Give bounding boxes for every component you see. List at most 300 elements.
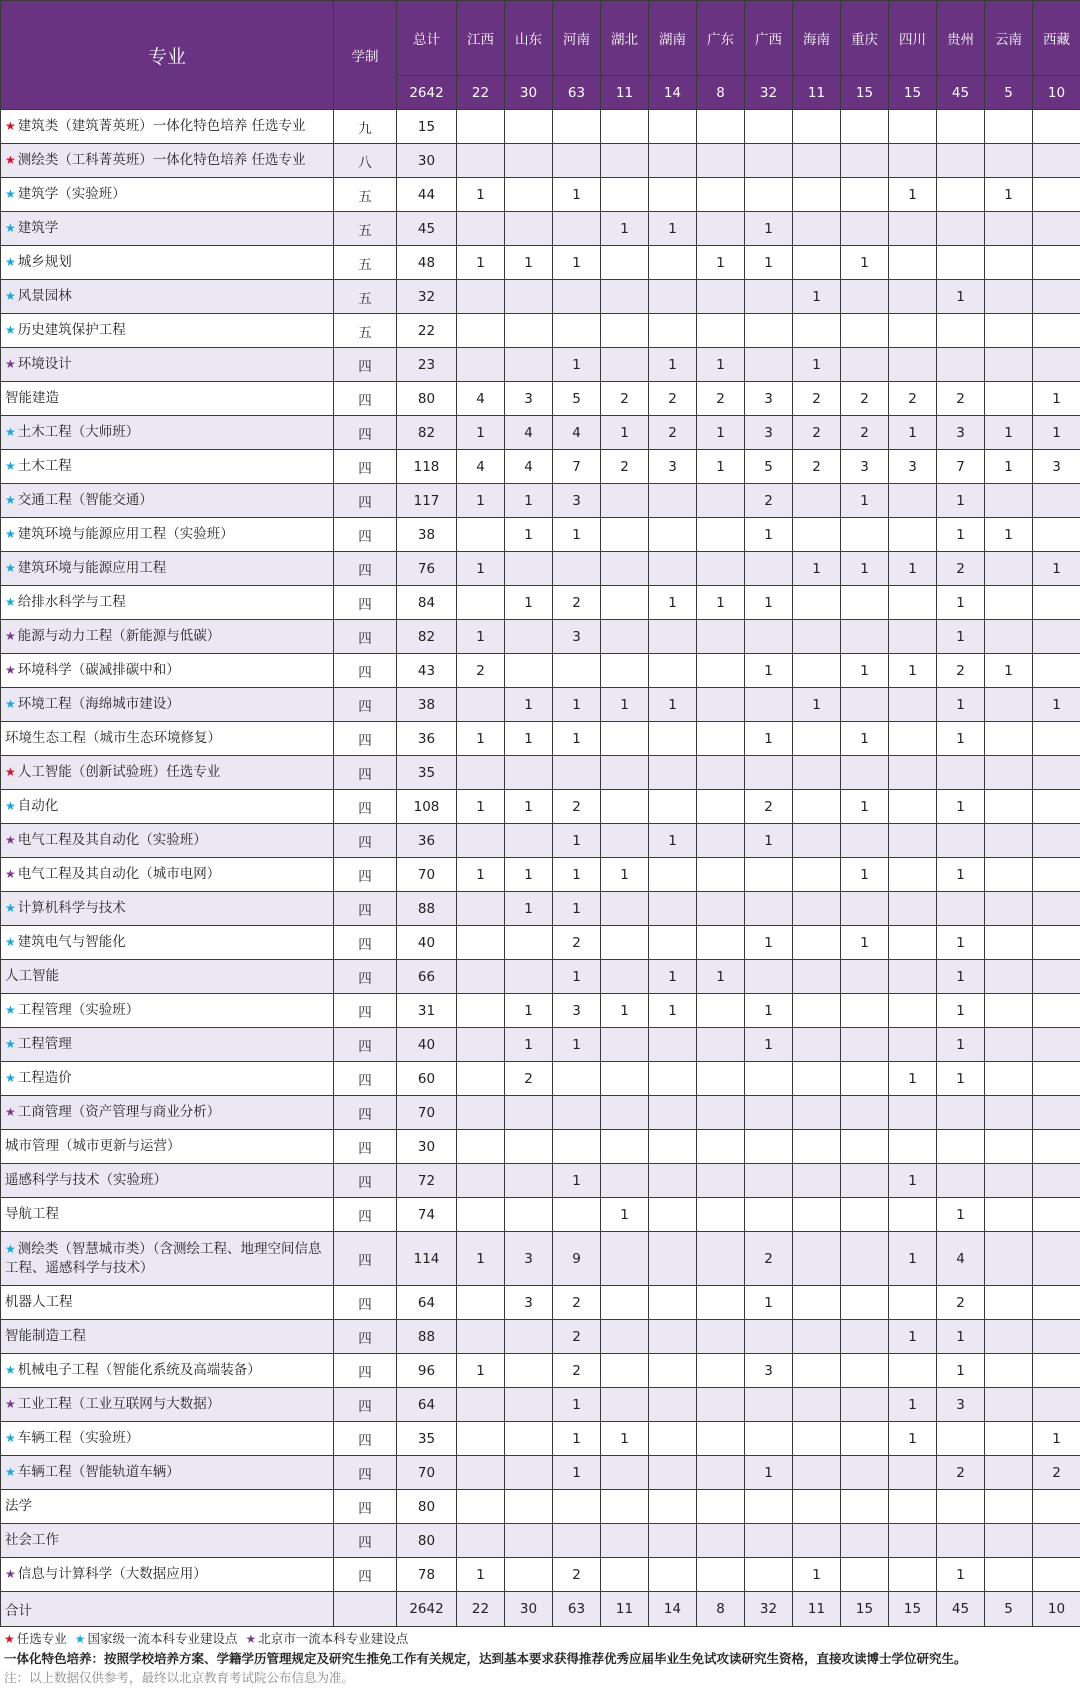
quota-cell: 1 <box>649 994 697 1028</box>
quota-cell <box>1033 314 1080 348</box>
quota-cell: 2 <box>745 1232 793 1286</box>
quota-cell <box>649 620 697 654</box>
quota-cell: 2 <box>553 1354 601 1388</box>
notes-section <box>0 1627 1080 1689</box>
purple-star-icon: ★ <box>245 1632 257 1646</box>
quota-cell <box>505 212 553 246</box>
quota-cell <box>793 1320 841 1354</box>
quota-cell: 3 <box>553 994 601 1028</box>
quota-cell <box>649 756 697 790</box>
major-name: 智能建造 <box>5 390 59 406</box>
quota-cell <box>457 824 505 858</box>
quota-cell: 1 <box>649 586 697 620</box>
major-name: 自动化 <box>17 798 59 814</box>
quota-cell: 1 <box>601 416 649 450</box>
quota-cell <box>649 1130 697 1164</box>
quota-cell <box>889 790 937 824</box>
quota-cell: 1 <box>457 1232 505 1286</box>
total-cell: 22 <box>397 314 457 348</box>
total-cell: 88 <box>397 892 457 926</box>
quota-cell <box>841 1164 889 1198</box>
quota-cell <box>745 314 793 348</box>
quota-cell <box>745 1096 793 1130</box>
quota-cell <box>745 1422 793 1456</box>
quota-cell <box>1033 1028 1080 1062</box>
quota-cell: 3 <box>649 450 697 484</box>
quota-cell <box>505 144 553 178</box>
total-cell: 64 <box>397 1388 457 1422</box>
total-cell: 30 <box>397 144 457 178</box>
quota-cell <box>985 994 1033 1028</box>
major-name: 智能制造工程 <box>5 1328 86 1344</box>
quota-cell: 1 <box>745 586 793 620</box>
quota-cell <box>457 1164 505 1198</box>
quota-cell <box>1033 858 1080 892</box>
quota-cell <box>553 1198 601 1232</box>
quota-cell: 1 <box>553 246 601 280</box>
quota-cell <box>889 756 937 790</box>
quota-cell <box>649 110 697 144</box>
years-cell: 四 <box>334 1096 397 1130</box>
quota-cell <box>745 348 793 382</box>
quota-cell <box>985 1130 1033 1164</box>
quota-cell <box>457 144 505 178</box>
quota-cell <box>697 1286 745 1320</box>
quota-cell <box>505 1456 553 1490</box>
quota-cell: 2 <box>697 382 745 416</box>
quota-cell <box>697 518 745 552</box>
years-cell: 八 <box>334 144 397 178</box>
quota-cell <box>457 314 505 348</box>
quota-cell <box>889 144 937 178</box>
major-name: 电气工程及其自动化（城市电网） <box>17 866 221 882</box>
quota-cell <box>601 1354 649 1388</box>
quota-cell <box>985 1286 1033 1320</box>
quota-cell: 1 <box>553 1164 601 1198</box>
years-cell: 四 <box>334 1164 397 1198</box>
total-cell: 38 <box>397 518 457 552</box>
years-cell: 四 <box>334 416 397 450</box>
quota-cell: 1 <box>601 1198 649 1232</box>
quota-cell: 1 <box>745 654 793 688</box>
years-cell: 五 <box>334 178 397 212</box>
table-row <box>1 994 1080 1028</box>
quota-cell <box>649 1354 697 1388</box>
quota-cell <box>985 1198 1033 1232</box>
quota-cell: 1 <box>457 416 505 450</box>
quota-cell <box>793 892 841 926</box>
total-cell: 40 <box>397 1028 457 1062</box>
total-cell: 60 <box>397 1062 457 1096</box>
quota-cell <box>985 1232 1033 1286</box>
quota-cell: 1 <box>601 994 649 1028</box>
major-name: 城乡规划 <box>17 254 72 270</box>
table-row <box>1 586 1080 620</box>
quota-cell: 1 <box>937 1354 985 1388</box>
quota-cell <box>457 1456 505 1490</box>
quota-cell <box>889 1558 937 1592</box>
quota-cell <box>553 314 601 348</box>
quota-cell <box>601 586 649 620</box>
quota-cell <box>649 280 697 314</box>
major-name-cell <box>1 484 334 518</box>
header-province-total: 10 <box>1033 76 1080 110</box>
quota-cell: 2 <box>649 416 697 450</box>
quota-cell: 2 <box>553 1286 601 1320</box>
quota-cell: 1 <box>457 246 505 280</box>
major-name-cell <box>1 1490 334 1524</box>
table-row <box>1 756 1080 790</box>
quota-cell <box>745 620 793 654</box>
quota-cell <box>601 756 649 790</box>
quota-cell: 2 <box>937 382 985 416</box>
quota-cell <box>601 722 649 756</box>
years-cell: 四 <box>334 654 397 688</box>
quota-cell <box>745 892 793 926</box>
table-row <box>1 1198 1080 1232</box>
quota-cell <box>889 722 937 756</box>
quota-cell <box>745 144 793 178</box>
quota-cell: 2 <box>553 586 601 620</box>
major-name: 环境设计 <box>17 356 72 372</box>
quota-cell <box>1033 994 1080 1028</box>
quota-cell: 2 <box>553 1320 601 1354</box>
quota-cell <box>937 144 985 178</box>
quota-cell <box>793 1164 841 1198</box>
total-cell: 48 <box>397 246 457 280</box>
quota-cell <box>601 1388 649 1422</box>
quota-cell: 1 <box>793 1558 841 1592</box>
major-name: 建筑学 <box>17 220 59 236</box>
quota-cell: 1 <box>937 1062 985 1096</box>
quota-cell <box>889 858 937 892</box>
major-name-cell <box>1 586 334 620</box>
footer-grand-total: 2642 <box>397 1592 457 1627</box>
quota-cell <box>889 348 937 382</box>
footer-total-label: 合计 <box>1 1592 334 1627</box>
quota-cell <box>793 858 841 892</box>
table-row <box>1 110 1080 144</box>
quota-cell <box>937 892 985 926</box>
total-cell: 80 <box>397 382 457 416</box>
blue-star-icon: ★ <box>5 187 16 201</box>
quota-cell <box>841 314 889 348</box>
major-name-cell <box>1 110 334 144</box>
major-name-cell <box>1 1096 334 1130</box>
province-header-hunan: 湖南 <box>649 1 697 76</box>
quota-cell <box>697 926 745 960</box>
quota-cell <box>601 1096 649 1130</box>
quota-cell <box>889 246 937 280</box>
quota-cell: 1 <box>745 1456 793 1490</box>
major-name: 建筑类（建筑菁英班）一体化特色培养 任选专业 <box>17 118 306 134</box>
quota-cell <box>649 1422 697 1456</box>
quota-cell: 3 <box>505 382 553 416</box>
major-name-cell <box>1 858 334 892</box>
quota-cell <box>745 1524 793 1558</box>
major-name-cell <box>1 1232 334 1286</box>
quota-cell <box>985 348 1033 382</box>
quota-cell <box>1033 620 1080 654</box>
quota-cell <box>601 892 649 926</box>
quota-cell: 1 <box>889 1388 937 1422</box>
quota-cell: 2 <box>937 1286 985 1320</box>
quota-cell: 1 <box>793 348 841 382</box>
quota-cell <box>649 144 697 178</box>
quota-cell <box>457 1422 505 1456</box>
table-row <box>1 790 1080 824</box>
quota-cell: 1 <box>505 892 553 926</box>
quota-cell <box>505 756 553 790</box>
quota-cell <box>793 1422 841 1456</box>
quota-cell: 1 <box>745 1028 793 1062</box>
quota-cell <box>985 1164 1033 1198</box>
quota-cell <box>1033 892 1080 926</box>
quota-cell <box>793 1490 841 1524</box>
major-name-cell <box>1 1320 334 1354</box>
quota-cell <box>841 1490 889 1524</box>
quota-cell <box>601 110 649 144</box>
quota-cell: 1 <box>745 246 793 280</box>
quota-cell <box>601 1286 649 1320</box>
quota-cell <box>841 1198 889 1232</box>
quota-cell: 4 <box>553 416 601 450</box>
years-cell: 四 <box>334 450 397 484</box>
blue-star-icon: ★ <box>5 323 16 337</box>
province-header-hainan: 海南 <box>793 1 841 76</box>
quota-cell: 2 <box>553 1558 601 1592</box>
quota-cell <box>937 178 985 212</box>
header-province-total: 15 <box>841 76 889 110</box>
quota-cell <box>745 688 793 722</box>
years-cell: 四 <box>334 756 397 790</box>
quota-cell <box>649 552 697 586</box>
quota-cell <box>649 1232 697 1286</box>
table-row <box>1 1422 1080 1456</box>
quota-cell <box>985 1096 1033 1130</box>
quota-cell <box>601 280 649 314</box>
quota-cell: 1 <box>937 586 985 620</box>
quota-cell <box>1033 246 1080 280</box>
quota-cell <box>1033 586 1080 620</box>
total-cell: 70 <box>397 858 457 892</box>
header-province-total: 15 <box>889 76 937 110</box>
quota-cell <box>553 1130 601 1164</box>
blue-star-icon: ★ <box>5 901 16 915</box>
table-row <box>1 212 1080 246</box>
major-name-cell <box>1 144 334 178</box>
quota-cell: 1 <box>601 858 649 892</box>
quota-cell <box>601 1028 649 1062</box>
quota-cell <box>937 1130 985 1164</box>
quota-cell: 3 <box>505 1232 553 1286</box>
quota-cell <box>457 1524 505 1558</box>
quota-cell: 1 <box>745 926 793 960</box>
quota-cell <box>841 1320 889 1354</box>
quota-cell <box>985 1422 1033 1456</box>
major-name: 给排水科学与工程 <box>17 594 126 610</box>
footer-province-total: 63 <box>553 1592 601 1627</box>
quota-cell <box>889 1490 937 1524</box>
quota-cell <box>457 1096 505 1130</box>
quota-cell <box>697 552 745 586</box>
quota-cell <box>697 1490 745 1524</box>
table-row <box>1 926 1080 960</box>
quota-cell <box>697 1096 745 1130</box>
quota-cell <box>649 926 697 960</box>
quota-cell: 1 <box>649 212 697 246</box>
quota-cell <box>697 1456 745 1490</box>
quota-cell <box>457 586 505 620</box>
footer-province-total: 5 <box>985 1592 1033 1627</box>
footer-years-cell <box>334 1592 397 1627</box>
major-name-cell <box>1 348 334 382</box>
quota-cell <box>505 654 553 688</box>
years-cell: 四 <box>334 1130 397 1164</box>
quota-cell <box>649 1388 697 1422</box>
quota-cell <box>745 280 793 314</box>
quota-cell <box>889 1524 937 1558</box>
footer-province-total: 30 <box>505 1592 553 1627</box>
quota-cell <box>505 348 553 382</box>
quota-cell <box>505 1354 553 1388</box>
total-cell: 88 <box>397 1320 457 1354</box>
quota-cell: 1 <box>505 1028 553 1062</box>
table-header <box>1 1 1080 110</box>
quota-cell: 2 <box>457 654 505 688</box>
major-name: 法学 <box>5 1498 32 1514</box>
quota-cell <box>937 314 985 348</box>
table-row <box>1 348 1080 382</box>
quota-cell <box>985 1490 1033 1524</box>
total-cell: 36 <box>397 722 457 756</box>
quota-cell <box>601 654 649 688</box>
quota-cell <box>841 1388 889 1422</box>
quota-cell: 4 <box>505 416 553 450</box>
quota-cell <box>601 1490 649 1524</box>
quota-cell <box>985 858 1033 892</box>
quota-cell <box>793 994 841 1028</box>
disclaimer-note: 注：以上数据仅供参考，最终以北京教育考试院公布信息为准。 <box>4 1670 355 1685</box>
years-cell: 四 <box>334 994 397 1028</box>
table-row <box>1 1456 1080 1490</box>
footer-province-total: 22 <box>457 1592 505 1627</box>
quota-cell: 9 <box>553 1232 601 1286</box>
quota-cell <box>457 926 505 960</box>
quota-cell: 1 <box>505 586 553 620</box>
quota-cell <box>889 1028 937 1062</box>
blue-star-icon: ★ <box>5 1071 16 1085</box>
major-name: 遥感科学与技术（实验班） <box>5 1172 167 1188</box>
header-province-total: 5 <box>985 76 1033 110</box>
quota-cell <box>697 1422 745 1456</box>
blue-star-icon: ★ <box>5 935 16 949</box>
quota-cell: 1 <box>841 858 889 892</box>
years-cell: 四 <box>334 722 397 756</box>
major-name-cell <box>1 518 334 552</box>
quota-cell <box>1033 1062 1080 1096</box>
quota-cell <box>985 688 1033 722</box>
quota-cell <box>697 858 745 892</box>
quota-cell: 2 <box>649 382 697 416</box>
quota-cell <box>793 722 841 756</box>
purple-star-icon: ★ <box>5 663 16 677</box>
major-name-cell <box>1 1062 334 1096</box>
major-name-cell <box>1 1388 334 1422</box>
quota-cell: 2 <box>793 416 841 450</box>
major-name: 环境工程（海绵城市建设） <box>17 696 180 712</box>
major-name: 导航工程 <box>5 1206 59 1222</box>
total-cell: 80 <box>397 1524 457 1558</box>
major-name: 测绘类（智慧城市类）（含测绘工程、地理空间信息工程、遥感科学与技术） <box>5 1240 322 1276</box>
quota-cell <box>601 178 649 212</box>
star-legend <box>4 1629 1076 1649</box>
years-cell: 九 <box>334 110 397 144</box>
quota-cell <box>649 1164 697 1198</box>
table-row <box>1 1320 1080 1354</box>
quota-cell <box>457 1062 505 1096</box>
province-header-chongqing: 重庆 <box>841 1 889 76</box>
quota-cell <box>841 1558 889 1592</box>
quota-cell <box>793 620 841 654</box>
quota-cell <box>745 1388 793 1422</box>
table-row <box>1 1096 1080 1130</box>
quota-cell: 2 <box>937 552 985 586</box>
quota-cell <box>985 1388 1033 1422</box>
major-name: 建筑环境与能源应用工程 <box>17 560 167 576</box>
quota-cell <box>697 1130 745 1164</box>
province-header-guangxi: 广西 <box>745 1 793 76</box>
quota-cell <box>889 484 937 518</box>
quota-cell: 3 <box>745 416 793 450</box>
total-cell: 64 <box>397 1286 457 1320</box>
years-cell: 四 <box>334 1524 397 1558</box>
quota-cell <box>601 348 649 382</box>
quota-cell <box>505 1130 553 1164</box>
quota-cell <box>649 1456 697 1490</box>
quota-cell <box>601 1320 649 1354</box>
major-name: 风景园林 <box>17 288 72 304</box>
quota-cell: 1 <box>457 552 505 586</box>
quota-cell <box>793 824 841 858</box>
total-cell: 45 <box>397 212 457 246</box>
quota-cell: 1 <box>841 722 889 756</box>
quota-cell <box>601 246 649 280</box>
major-name: 车辆工程（实验班） <box>17 1430 140 1446</box>
quota-cell <box>985 1558 1033 1592</box>
quota-cell <box>697 1164 745 1198</box>
quota-cell <box>793 1232 841 1286</box>
quota-cell <box>457 212 505 246</box>
quota-cell <box>937 1490 985 1524</box>
quota-cell <box>745 1164 793 1198</box>
quota-cell <box>889 518 937 552</box>
major-name: 建筑电气与智能化 <box>17 934 126 950</box>
major-name-cell <box>1 178 334 212</box>
quota-cell <box>1033 280 1080 314</box>
quota-cell <box>553 552 601 586</box>
major-name-cell <box>1 450 334 484</box>
quota-cell <box>745 756 793 790</box>
quota-cell <box>793 518 841 552</box>
years-cell: 四 <box>334 688 397 722</box>
table-row <box>1 620 1080 654</box>
quota-cell <box>697 824 745 858</box>
quota-cell <box>649 1028 697 1062</box>
quota-cell <box>985 314 1033 348</box>
table-row <box>1 1164 1080 1198</box>
quota-cell <box>1033 1490 1080 1524</box>
